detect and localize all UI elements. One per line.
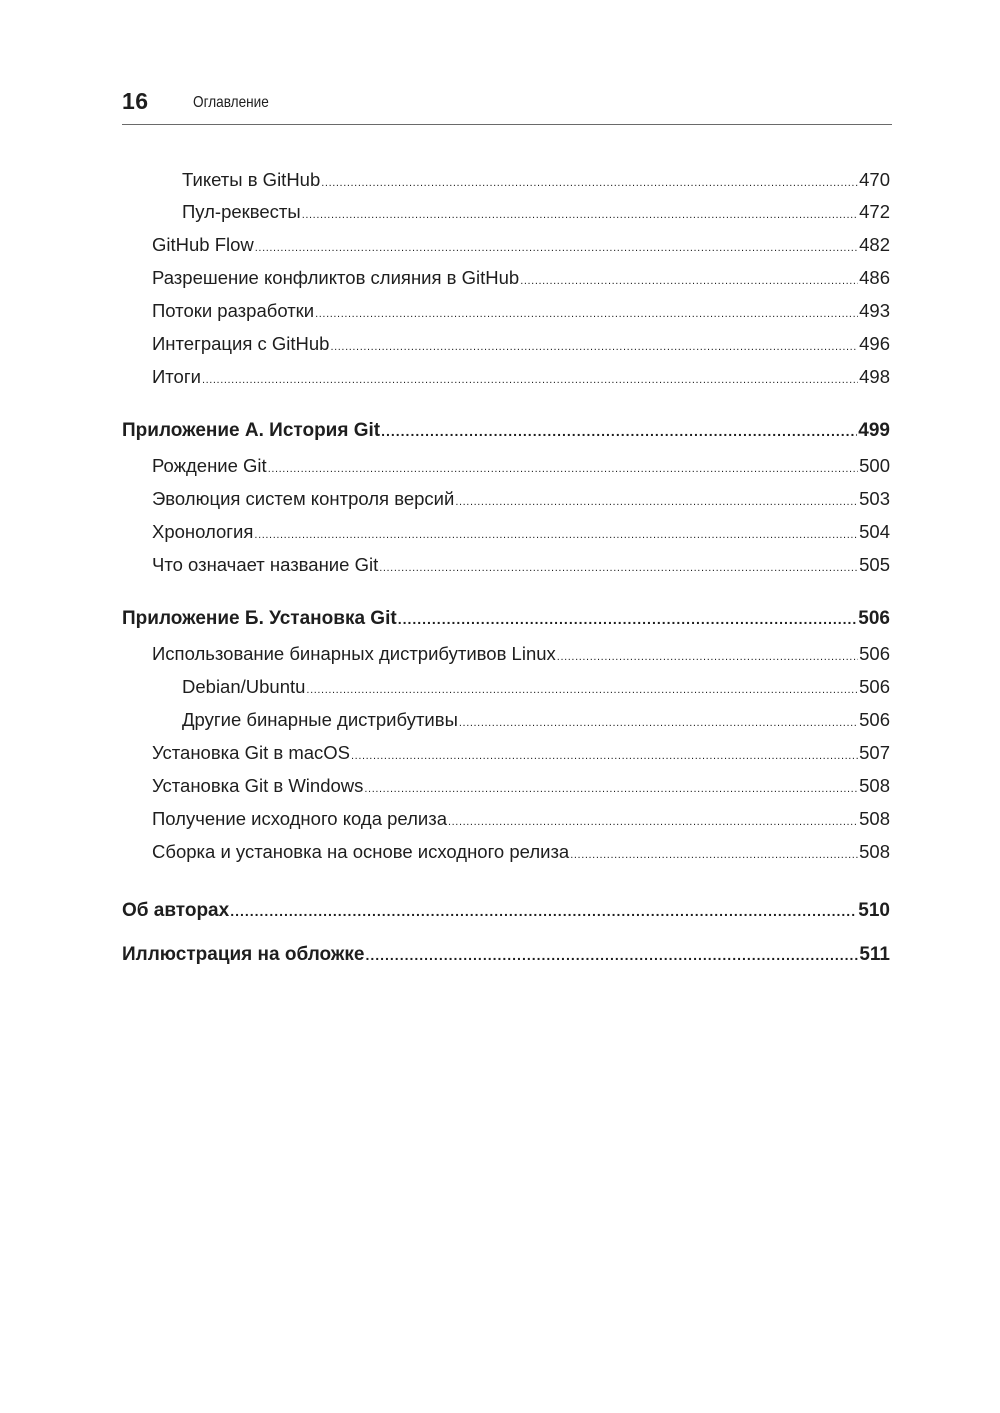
toc-entry-title: Пул-реквесты: [182, 201, 301, 222]
toc-chapter-entry[interactable]: [122, 899, 890, 923]
toc-entry-title: Использование бинарных дистрибутивов Linux: [152, 643, 556, 664]
toc-entry-title: Приложение Б. Установка Git: [122, 608, 397, 629]
toc-entry-page: 505: [859, 554, 890, 575]
toc-entry[interactable]: [122, 365, 890, 392]
toc-entry-page: 498: [859, 366, 890, 387]
toc-entry-title: Разрешение конфликтов слияния в GitHub: [152, 267, 520, 288]
toc-entry[interactable]: [122, 675, 890, 702]
dot-leader: [321, 171, 858, 195]
toc-entry-title: Иллюстрация на обложке: [122, 944, 365, 965]
toc-chapter-entry[interactable]: [122, 943, 890, 967]
toc-entry-title: Установка Git в Windows: [152, 775, 364, 796]
toc-entry-page: 507: [859, 742, 890, 763]
dot-leader: [379, 556, 858, 580]
toc-entry[interactable]: [122, 332, 890, 359]
toc-entry-page: 486: [859, 267, 890, 288]
toc-entry-title: GitHub Flow: [152, 234, 254, 255]
toc-entry[interactable]: [122, 266, 890, 293]
toc-entry-title: Получение исходного кода релиза: [152, 808, 447, 829]
toc-entry-title: Об авторах: [122, 900, 230, 921]
toc-chapter-entry[interactable]: [122, 419, 890, 443]
toc-entry-page: 510: [858, 900, 890, 921]
toc-entry[interactable]: [122, 553, 890, 580]
dot-leader: [306, 678, 858, 702]
toc-entry[interactable]: [122, 168, 890, 195]
toc-entry-page: 511: [859, 944, 890, 965]
toc-entry-title: Эволюция систем контроля версий: [152, 488, 455, 509]
toc-entry-page: 503: [859, 488, 890, 509]
toc-entry-page: 493: [859, 300, 890, 321]
dot-leader: [330, 335, 858, 359]
toc-entry[interactable]: [122, 233, 890, 260]
toc-entry-title: Приложение А. История Git: [122, 420, 381, 441]
toc-entry[interactable]: [122, 520, 890, 547]
toc-entry-title: Хронология: [152, 521, 254, 542]
toc-entry[interactable]: [122, 708, 890, 735]
dot-leader: [351, 744, 858, 768]
toc-entry-page: 508: [859, 808, 890, 829]
toc-entry-page: 500: [859, 455, 890, 476]
toc-entry-page: 482: [859, 234, 890, 255]
dot-leader: [570, 843, 858, 867]
toc-entry-title: Что означает название Git: [152, 554, 379, 575]
toc-entry-page: 499: [858, 420, 890, 441]
toc-entry-page: 506: [859, 643, 890, 664]
toc-entry-title: Итоги: [152, 366, 201, 387]
dot-leader: [459, 711, 858, 735]
toc-entry-page: 472: [859, 201, 890, 222]
dot-leader: [202, 368, 858, 392]
dot-leader: [381, 419, 857, 443]
toc-entry-page: 506: [858, 608, 890, 629]
toc-entry-title: Тикеты в GitHub: [182, 169, 321, 190]
dot-leader: [315, 302, 858, 326]
running-title: Оглавление: [193, 94, 269, 111]
toc-entry-title: Другие бинарные дистрибутивы: [182, 709, 458, 730]
dot-leader: [268, 457, 858, 481]
toc-entry-page: 504: [859, 521, 890, 542]
toc-entry[interactable]: [122, 774, 890, 801]
toc-entry-page: 508: [859, 841, 890, 862]
dot-leader: [254, 523, 858, 547]
toc-entry-title: Потоки разработки: [152, 300, 315, 321]
toc-entry[interactable]: [122, 642, 890, 669]
toc-entry-page: 506: [859, 709, 890, 730]
dot-leader: [302, 203, 858, 227]
dot-leader: [255, 236, 858, 260]
dot-leader: [448, 810, 858, 834]
dot-leader: [365, 943, 858, 967]
toc-entry[interactable]: [122, 299, 890, 326]
dot-leader: [364, 777, 858, 801]
toc-entry[interactable]: [122, 741, 890, 768]
dot-leader: [520, 269, 858, 293]
page-number: 16: [122, 88, 149, 114]
toc-entry-title: Сборка и установка на основе исходного релиза: [152, 841, 570, 862]
toc-entry[interactable]: [122, 487, 890, 514]
toc-entry-page: 496: [859, 333, 890, 354]
dot-leader: [455, 490, 858, 514]
table-of-contents: [122, 0, 890, 1413]
toc-chapter-entry[interactable]: [122, 607, 890, 631]
toc-entry-page: 508: [859, 775, 890, 796]
toc-entry[interactable]: [122, 200, 890, 227]
dot-leader: [557, 645, 858, 669]
toc-entry-title: Интеграция с GitHub: [152, 333, 330, 354]
toc-entry[interactable]: [122, 454, 890, 481]
dot-leader: [230, 899, 857, 923]
toc-entry-page: 470: [859, 169, 890, 190]
toc-entry[interactable]: [122, 807, 890, 834]
toc-entry-title: Установка Git в macOS: [152, 742, 351, 763]
toc-entry[interactable]: [122, 840, 890, 867]
toc-entry-title: Рождение Git: [152, 455, 267, 476]
toc-entry-title: Debian/Ubuntu: [182, 676, 306, 697]
dot-leader: [398, 607, 858, 631]
toc-entry-page: 506: [859, 676, 890, 697]
